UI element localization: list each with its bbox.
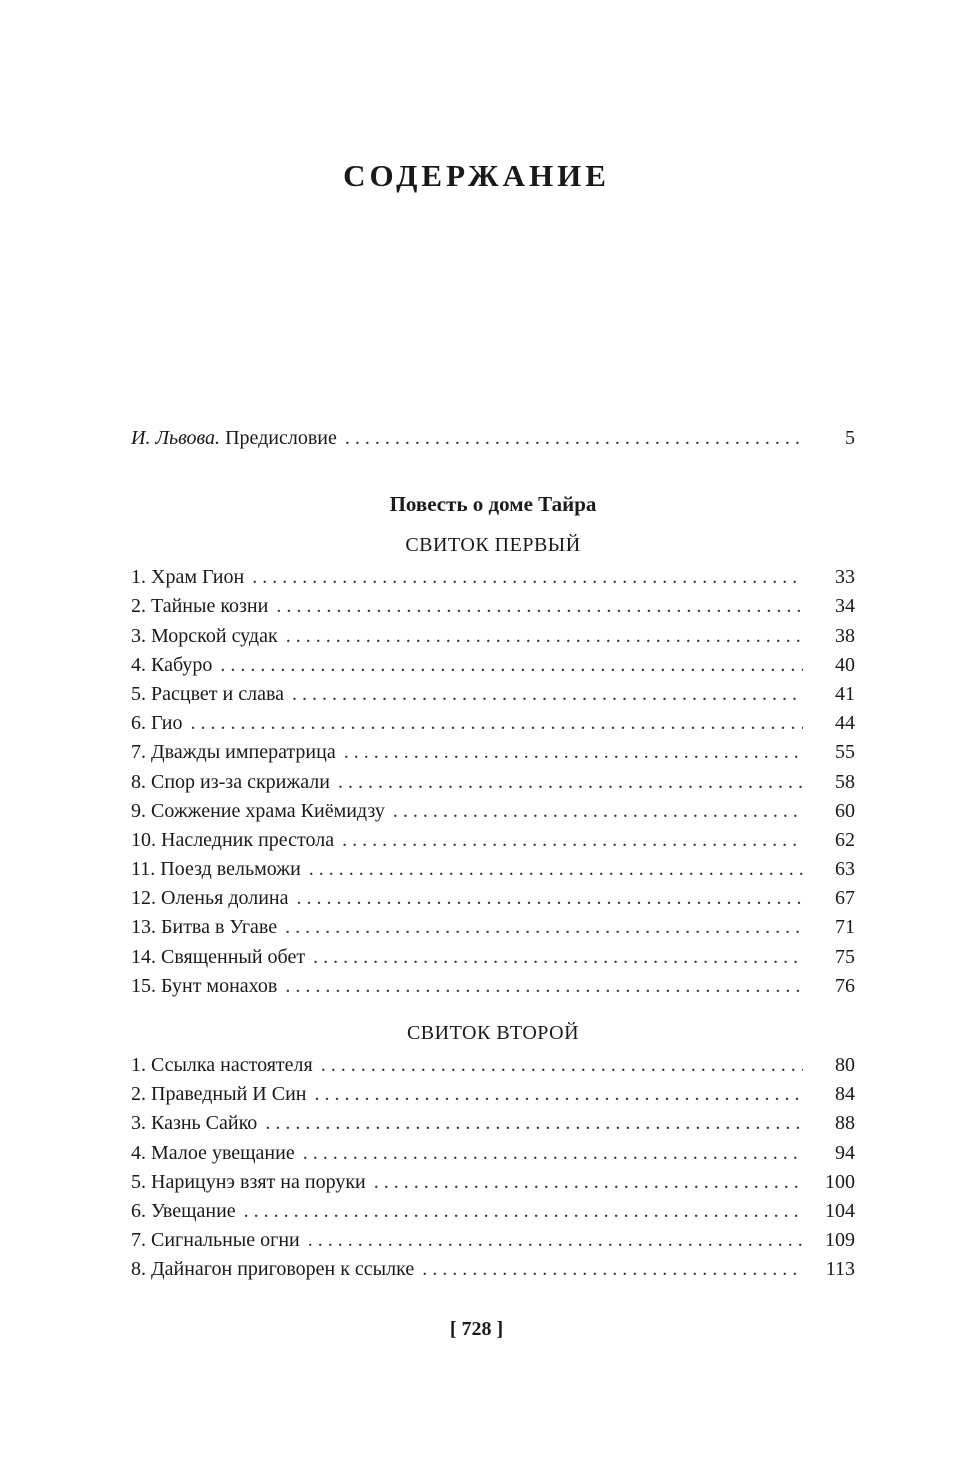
toc-entry[interactable] — [131, 709, 855, 738]
toc-list-scroll-2 — [131, 1051, 855, 1285]
section-title-scroll-1: СВИТОК ПЕРВЫЙ — [405, 534, 581, 557]
table-of-contents — [131, 424, 855, 1285]
dot-leader — [252, 563, 803, 592]
toc-entry-label: 1. Храм Гион — [131, 566, 245, 589]
toc-entry[interactable] — [131, 1226, 855, 1255]
toc-entry-label: 11. Поезд вельможи — [131, 858, 301, 881]
toc-entry-page: 71 — [835, 916, 855, 939]
part-title: Повесть о доме Тайра — [389, 492, 597, 517]
dot-leader — [286, 622, 803, 651]
toc-entry[interactable] — [131, 913, 855, 942]
toc-entry[interactable] — [131, 651, 855, 680]
dot-leader — [220, 651, 803, 680]
toc-entry-page: 88 — [835, 1112, 855, 1135]
toc-entry[interactable] — [131, 972, 855, 1001]
toc-entry-page: 38 — [835, 624, 855, 647]
toc-entry-page: 75 — [835, 945, 855, 968]
section-title-scroll-2: СВИТОК ВТОРОЙ — [406, 1022, 580, 1044]
toc-entry-page: 41 — [835, 682, 855, 705]
toc-entry-label: 8. Спор из-за скрижали — [131, 770, 330, 793]
dot-leader — [321, 1051, 803, 1080]
toc-entry[interactable] — [131, 1197, 855, 1226]
dot-leader — [285, 913, 803, 942]
toc-entry-page: 109 — [825, 1229, 855, 1252]
dot-leader — [265, 1109, 803, 1138]
toc-entry[interactable] — [131, 1168, 855, 1197]
dot-leader — [344, 738, 803, 767]
page-title: СОДЕРЖАНИЕ — [343, 158, 610, 193]
dot-leader — [393, 797, 803, 826]
dot-leader — [308, 1226, 803, 1255]
toc-entry-page: 60 — [835, 799, 855, 822]
toc-entry-label — [131, 424, 337, 453]
toc-entry[interactable] — [131, 563, 855, 592]
toc-entry-page: 104 — [825, 1199, 855, 1222]
toc-entry-label: 8. Дайнагон приговорен к ссылке — [131, 1258, 415, 1281]
toc-entry[interactable] — [131, 943, 855, 972]
toc-entry[interactable] — [131, 738, 855, 767]
preface-author: И. Львова. — [131, 427, 221, 449]
toc-entry-label: 13. Битва в Угаве — [131, 916, 278, 939]
dot-leader — [297, 884, 804, 913]
toc-entry-page: 113 — [825, 1258, 855, 1281]
toc-entry-label: 14. Священный обет — [131, 945, 306, 968]
toc-entry-page: 34 — [835, 595, 855, 618]
toc-list-scroll-1 — [131, 563, 855, 1001]
toc-entry[interactable] — [131, 1109, 855, 1138]
toc-entry[interactable] — [131, 855, 855, 884]
dot-leader — [309, 855, 803, 884]
dot-leader — [314, 1080, 803, 1109]
toc-entry-label: 15. Бунт монахов — [131, 974, 278, 997]
toc-entry-label: 3. Казнь Сайко — [131, 1112, 258, 1135]
dot-leader — [374, 1168, 803, 1197]
toc-entry-label: 6. Увещание — [131, 1199, 236, 1222]
toc-entry[interactable] — [131, 1051, 855, 1080]
toc-entry-label: 4. Кабуро — [131, 653, 213, 676]
toc-entry-label: 7. Дважды императрица — [131, 741, 336, 764]
toc-entry-page: 62 — [835, 828, 855, 851]
toc-entry[interactable] — [131, 1139, 855, 1168]
toc-entry-page: 84 — [835, 1083, 855, 1106]
toc-entry[interactable] — [131, 826, 855, 855]
toc-entry-label: 5. Нарицунэ взят на поруки — [131, 1170, 366, 1193]
toc-entry-page: 94 — [835, 1141, 855, 1164]
toc-entry-label: 5. Расцвет и слава — [131, 682, 285, 705]
preface-title: Предисловие — [225, 427, 337, 449]
toc-entry-page: 5 — [845, 427, 855, 449]
toc-entry-page: 100 — [825, 1170, 855, 1193]
toc-entry-page: 58 — [835, 770, 855, 793]
toc-entry-page: 44 — [835, 712, 855, 735]
dot-leader — [303, 1139, 803, 1168]
toc-entry[interactable] — [131, 797, 855, 826]
dot-leader — [342, 826, 803, 855]
toc-entry-label: 2. Праведный И Син — [131, 1083, 307, 1106]
page-number: [ 728 ] — [449, 1318, 504, 1340]
toc-entry-label: 12. Оленья долина — [131, 887, 289, 910]
dot-leader — [422, 1255, 803, 1284]
toc-entry[interactable] — [131, 768, 855, 797]
toc-entry-label: 7. Сигнальные огни — [131, 1229, 300, 1252]
toc-entry-page: 33 — [835, 566, 855, 589]
toc-entry-label: 2. Тайные козни — [131, 595, 269, 618]
toc-entry-preface[interactable] — [131, 424, 855, 453]
dot-leader — [338, 768, 803, 797]
toc-entry-page: 63 — [835, 858, 855, 881]
toc-entry[interactable] — [131, 1080, 855, 1109]
dot-leader — [191, 709, 803, 738]
dot-leader — [244, 1197, 803, 1226]
toc-entry-label: 1. Ссылка настоятеля — [131, 1054, 313, 1076]
toc-entry-label: 4. Малое увещание — [131, 1141, 295, 1164]
toc-entry[interactable] — [131, 884, 855, 913]
dot-leader — [345, 424, 803, 453]
toc-entry[interactable] — [131, 1255, 855, 1284]
dot-leader — [276, 592, 803, 621]
toc-entry-page: 55 — [835, 741, 855, 764]
toc-entry[interactable] — [131, 680, 855, 709]
toc-entry-label: 3. Морской судак — [131, 624, 278, 647]
toc-entry-label: 6. Гио — [131, 712, 183, 735]
toc-entry-label: 9. Сожжение храма Киёмидзу — [131, 799, 385, 822]
toc-entry[interactable] — [131, 592, 855, 621]
dot-leader — [313, 943, 803, 972]
toc-entry[interactable] — [131, 622, 855, 651]
toc-entry-page: 67 — [835, 887, 855, 910]
toc-entry-page: 80 — [835, 1054, 855, 1076]
toc-entry-label: 10. Наследник престола — [131, 828, 335, 851]
dot-leader — [285, 972, 803, 1001]
toc-entry-page: 76 — [835, 974, 855, 997]
toc-entry-page: 40 — [835, 653, 855, 676]
dot-leader — [292, 680, 803, 709]
